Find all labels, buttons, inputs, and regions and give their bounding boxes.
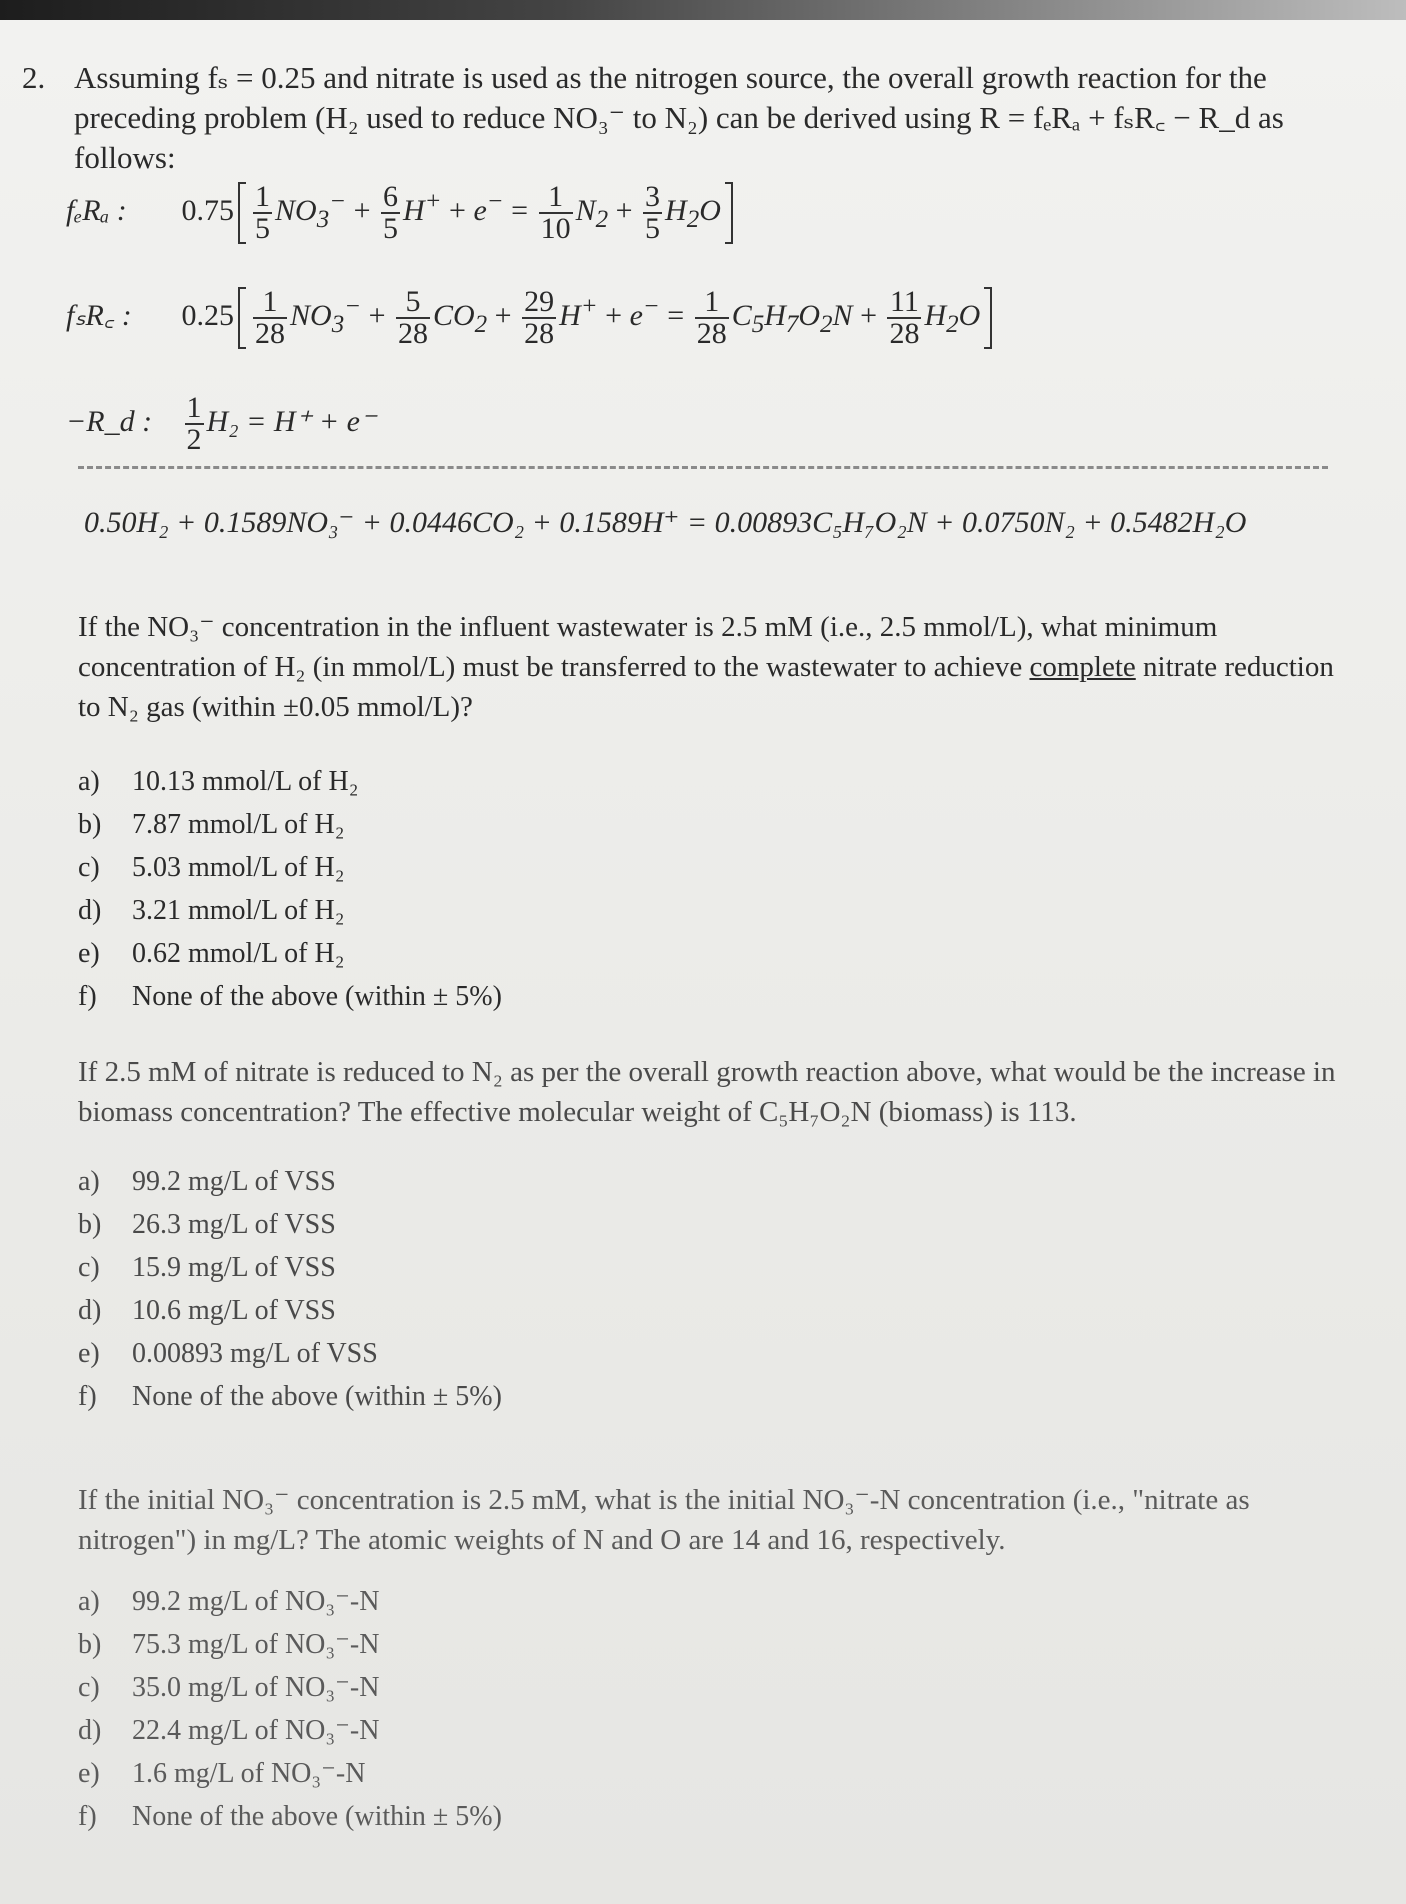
equation-bracket: $\frac{1}{28}$ $NO_3^-$ + $\frac{5}{28}$ $CO_2$ + $\frac{29}{28}$ H+ + e− = $\frac{1}{28}$ $C_5H_7O_2N$ + $\frac{11}{28}$ $H_2O$: [238, 287, 992, 349]
fraction: $\frac{5}{28}$: [397, 285, 428, 350]
option-item[interactable]: c) 15.9 mg/L of VSS: [78, 1252, 336, 1283]
equation-coefficient: 0.75: [181, 193, 234, 227]
underlined-word: complete: [1029, 651, 1136, 683]
equation-bracket: $\frac{1}{5}$ $NO_3^-$ + $\frac{6}{5}$ H+ + e− = $\frac{1}{10}$ $N_2$ + $\frac{3}{5}$ $H_2O$: [238, 182, 733, 244]
option-item[interactable]: b) 7.87 mmol/L of H₂: [78, 809, 345, 840]
option-item[interactable]: a) 99.2 mg/L of VSS: [78, 1166, 336, 1197]
option-item[interactable]: e) 1.6 mg/L of NO₃⁻-N: [78, 1758, 366, 1789]
question-3-text: If the initial NO₃⁻ concentration is 2.5 mM, what is the initial NO₃⁻-N concentration (i.e., "nitrate as nitrogen") in mg/L? The atomic weights of N and O are 14 and 16, respectively.: [78, 1484, 1250, 1556]
fraction: $\frac{11}{28}$: [889, 285, 920, 350]
dark-top-edge: [0, 0, 1406, 20]
option-item[interactable]: d) 3.21 mmol/L of H₂: [78, 895, 345, 926]
option-item[interactable]: a) 10.13 mmol/L of H₂: [78, 766, 359, 797]
option-item[interactable]: e) 0.62 mmol/L of H₂: [78, 938, 345, 969]
fraction: $\frac{1}{28}$: [696, 285, 727, 350]
equation-fe-ra: [66, 182, 733, 244]
option-item[interactable]: b) 26.3 mg/L of VSS: [78, 1209, 336, 1240]
option-item[interactable]: f) None of the above (within ± 5%): [78, 1381, 502, 1412]
option-item[interactable]: f) None of the above (within ± 5%): [78, 981, 502, 1012]
option-item[interactable]: d) 22.4 mg/L of NO₃⁻-N: [78, 1715, 380, 1746]
option-item[interactable]: c) 5.03 mmol/L of H₂: [78, 852, 345, 883]
fraction: $\frac{3}{5}$: [645, 180, 661, 245]
equation-fs-rc: [66, 287, 992, 349]
overall-reaction: 0.50H₂ + 0.1589NO₃⁻ + 0.0446CO₂ + 0.1589H⁺ = 0.00893C₅H₇O₂N + 0.0750N₂ + 0.5482H₂O: [84, 506, 1247, 539]
option-item[interactable]: a) 99.2 mg/L of NO₃⁻-N: [78, 1586, 380, 1617]
option-item[interactable]: c) 35.0 mg/L of NO₃⁻-N: [78, 1672, 380, 1703]
question-3-options: [78, 1580, 502, 1838]
fraction: $\frac{29}{28}$: [524, 285, 555, 350]
fraction: $\frac{1}{2}$: [186, 391, 202, 456]
equation-rd: [66, 393, 376, 455]
option-item[interactable]: d) 10.6 mg/L of VSS: [78, 1295, 336, 1326]
dashed-divider: [78, 466, 1328, 469]
question-2-text: If 2.5 mM of nitrate is reduced to N₂ as per the overall growth reaction above, what would be the increase in biomass concentration? The effective molecular weight of C₅H₇O₂N (biomass) is 113.: [78, 1056, 1336, 1128]
intro-paragraph: [22, 58, 1352, 178]
question-1-text: If the NO₃⁻ concentration in the influent wastewater is 2.5 mM (i.e., 2.5 mmol/L), what minimum concentration of H₂ (in mmol/L) must be transferred to the wastewater to achieve complete nitrate reduction to N₂ gas (within ±0.05 mmol/L)?: [78, 611, 1334, 723]
fraction: $\frac{6}{5}$: [382, 180, 398, 245]
fraction: $\frac{1}{28}$: [255, 285, 285, 350]
question-2-options: [78, 1160, 502, 1418]
option-item[interactable]: e) 0.00893 mg/L of VSS: [78, 1338, 378, 1369]
question-number: 2.: [22, 60, 46, 95]
option-item[interactable]: b) 75.3 mg/L of NO₃⁻-N: [78, 1629, 380, 1660]
equation-label: fₛR꜀ :: [66, 298, 132, 332]
option-item[interactable]: f) None of the above (within ± 5%): [78, 1801, 502, 1832]
equation-label: fₑRₐ :: [66, 193, 127, 227]
question-1-options: [78, 760, 502, 1018]
equation-label: −R_d :: [66, 404, 153, 438]
equation-rhs: H₂ = H⁺ + e⁻: [206, 404, 376, 438]
fraction: $\frac{1}{10}$: [540, 180, 571, 245]
equation-coefficient: 0.25: [181, 298, 234, 332]
fraction: $\frac{1}{5}$: [255, 180, 270, 245]
intro-text: Assuming fₛ = 0.25 and nitrate is used as the nitrogen source, the overall growth reaction for the preceding problem (H₂ used to reduce NO₃⁻ to N₂) can be derived using R = fₑRₐ + fₛR꜀ − R_d as follows:: [74, 60, 1284, 175]
